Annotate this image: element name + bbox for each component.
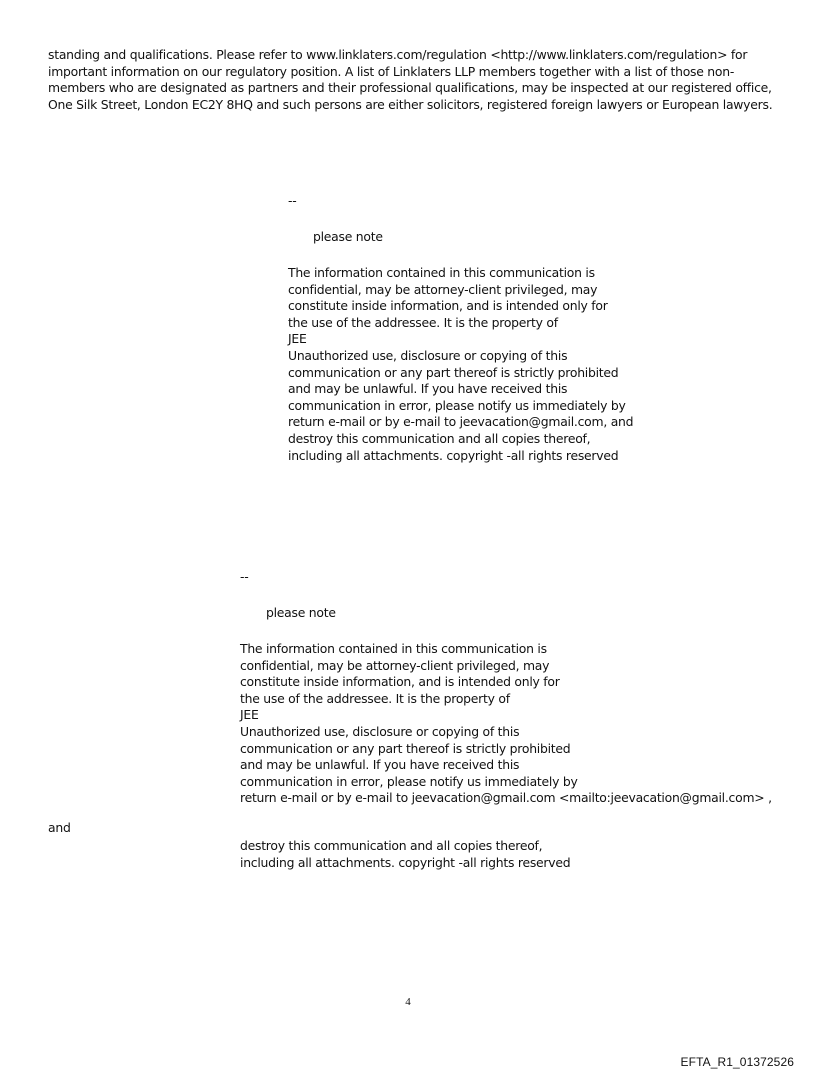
disclaimer-line: The information contained in this communication is <box>288 265 595 280</box>
text-line: important information on our regulatory position. A list of Linklaters LLP members together with a list of those non- <box>48 63 735 79</box>
please-note-label: please note <box>266 605 336 620</box>
disclaimer-line: and may be unlawful. If you have received this <box>288 381 568 397</box>
confidentiality-disclaimer <box>288 265 633 464</box>
disclaimer-closing <box>240 838 570 871</box>
document-id: EFTA_R1_01372526 <box>680 1055 794 1069</box>
disclaimer-line: including all attachments. copyright -all rights reserved <box>240 854 571 870</box>
disclaimer-line: the use of the addressee. It is the property of <box>240 690 510 706</box>
disclaimer-line: JEE <box>288 331 307 347</box>
wrapped-word: and <box>48 820 71 835</box>
disclaimer-line: communication in error, please notify us immediately by <box>288 397 626 413</box>
disclaimer-line: communication in error, please notify us immediately by <box>240 773 578 789</box>
text-line: One Silk Street, London EC2Y 8HQ and such persons are either solicitors, registered foreign lawyers or European lawyers. <box>48 96 773 112</box>
disclaimer-line: constitute inside information, and is intended only for <box>288 298 608 314</box>
disclaimer-line: confidential, may be attorney-client privileged, may <box>288 281 598 297</box>
disclaimer-line: Unauthorized use, disclosure or copying of this <box>240 723 520 739</box>
disclaimer-line: communication or any part thereof is strictly prohibited <box>288 364 619 380</box>
please-note-label: please note <box>313 229 383 244</box>
confidentiality-disclaimer <box>240 641 772 807</box>
disclaimer-line: destroy this communication and all copies thereof, <box>240 838 543 853</box>
page-number: 4 <box>405 996 411 1008</box>
disclaimer-line: confidential, may be attorney-client privileged, may <box>240 657 550 673</box>
disclaimer-line: return e-mail or by e-mail to jeevacation@gmail.com <mailto:jeevacation@gmail.com> , <box>240 790 772 806</box>
disclaimer-line: constitute inside information, and is intended only for <box>240 674 560 690</box>
disclaimer-line: JEE <box>240 707 259 723</box>
disclaimer-line: communication or any part thereof is strictly prohibited <box>240 740 571 756</box>
disclaimer-line: return e-mail or by e-mail to jeevacation@gmail.com, and <box>288 414 634 430</box>
disclaimer-line: destroy this communication and all copies thereof, <box>288 430 591 446</box>
disclaimer-line: including all attachments. copyright -all rights reserved <box>288 447 619 463</box>
disclaimer-line: Unauthorized use, disclosure or copying of this <box>288 347 568 363</box>
signature-separator: -- <box>288 193 297 208</box>
regulatory-paragraph <box>48 47 772 113</box>
text-line: members who are designated as partners and their professional qualifications, may be inspected at our registered office, <box>48 80 772 96</box>
disclaimer-line: The information contained in this communication is <box>240 641 547 656</box>
disclaimer-line: the use of the addressee. It is the property of <box>288 314 558 330</box>
text-line: standing and qualifications. Please refer to www.linklaters.com/regulation <http://www.linklaters.com/regulation> for <box>48 47 748 62</box>
disclaimer-line: and may be unlawful. If you have received this <box>240 757 520 773</box>
signature-separator: -- <box>240 569 249 584</box>
